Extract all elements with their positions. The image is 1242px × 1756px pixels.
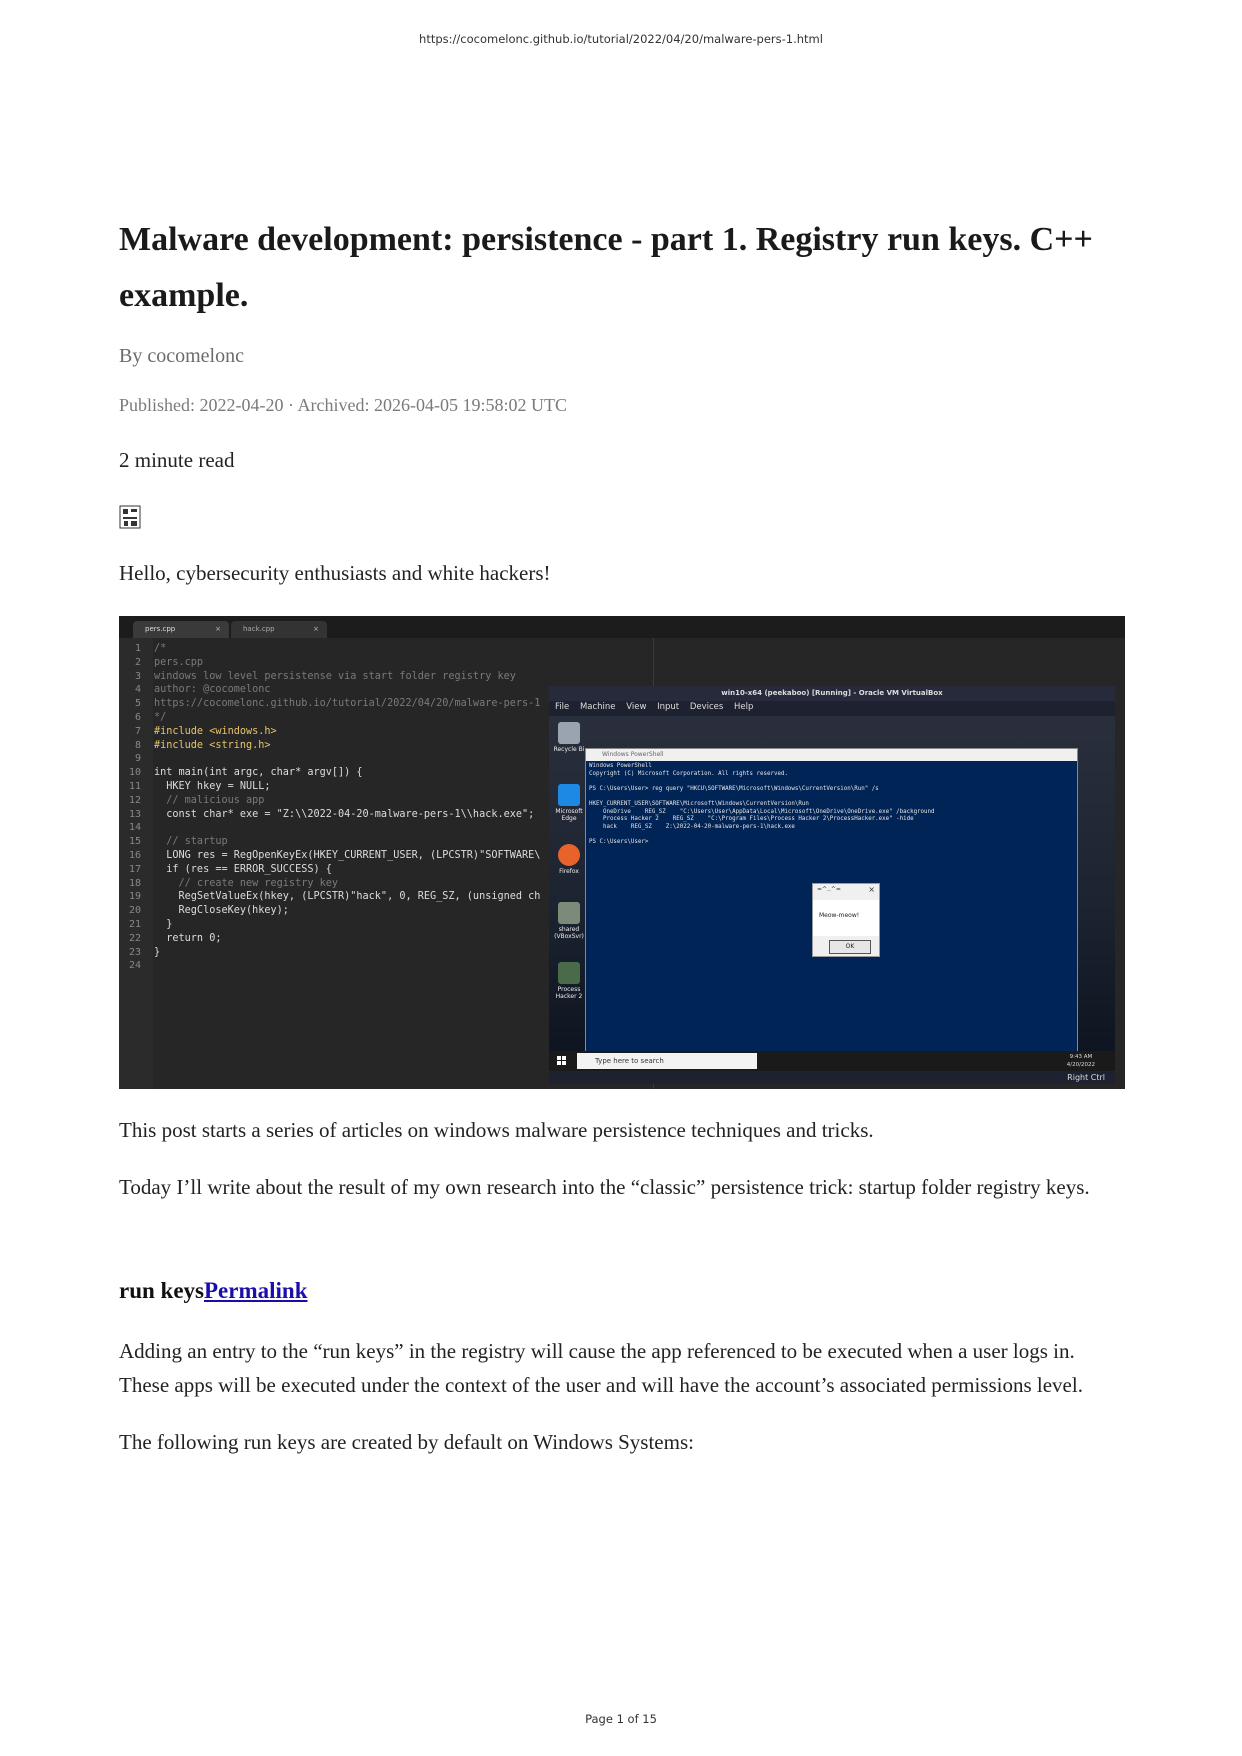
close-icon[interactable]: × [868,885,875,894]
powershell-line: Copyright (C) Microsoft Corporation. All rights reserved. [589,770,788,777]
code-line: int main(int argc, char* argv[]) { [154,767,363,779]
code-line: } [154,919,173,930]
taskbar-clock[interactable] [1067,1053,1095,1069]
message-box [812,883,880,957]
code-line: HKEY hkey = NULL; [154,781,271,792]
ok-button[interactable]: OK [829,940,871,954]
code-line: #include <string.h> [154,739,271,751]
code-line: // startup [154,836,228,848]
powershell-line: Windows PowerShell [589,763,652,769]
desktop-icon-label: shared (VBoxSvr) [554,926,584,940]
process-hacker-icon[interactable] [553,962,585,1000]
desktop-icon-label: Recycle Bi [553,746,585,753]
code-line: return 0; [154,932,222,944]
powershell-title: Windows PowerShell [586,749,1077,761]
powershell-line: OneDrive REG_SZ "C:\Users\User\AppData\Local\Microsoft\OneDrive\OneDrive.exe" /background [589,808,935,815]
line-number: 18 [128,877,141,889]
line-number: 20 [128,905,141,917]
vm-menu-devices[interactable]: Devices [689,702,724,712]
line-number: 19 [128,891,141,903]
vm-menu [555,702,761,712]
desktop-icon-label: Microsoft Edge [555,808,583,822]
close-icon[interactable]: × [313,625,319,633]
vm-menu-help[interactable]: Help [734,702,754,712]
line-number: 14 [128,822,141,834]
page-url: https://cocomelonc.github.io/tutorial/2022/04/20/malware-pers-1.html [419,32,823,46]
line-number: 22 [128,932,141,944]
firefox-icon[interactable] [553,844,585,875]
line-number: 13 [128,808,141,820]
recycle-bin-icon[interactable] [553,722,585,753]
virtualbox-window [549,686,1115,1084]
read-time: 2 minute read [119,448,235,472]
vm-menu-view[interactable]: View [626,702,647,712]
byline: By cocomelonc [119,345,244,367]
editor-tab-label: hack.cpp [243,625,275,633]
powershell-line: PS C:\Users\User> reg query "HKCU\SOFTWARE\Microsoft\Windows\CurrentVersion\Run" /s [589,785,879,792]
code-line: /* [154,643,167,654]
code-line: pers.cpp [154,656,204,668]
code-line: RegCloseKey(hkey); [154,905,289,917]
edge-icon[interactable] [553,784,585,822]
message-box-text: Meow-meow! [819,912,860,919]
vm-taskbar [549,1051,1115,1071]
taskbar-search-input[interactable]: Type here to search [577,1053,757,1069]
line-number: 9 [134,753,141,765]
line-number: 8 [134,739,141,751]
paragraph-2: Today I’ll write about the result of my own research into the “classic” persistence trick: startup folder registry keys. [119,1175,1090,1199]
line-number: 15 [128,836,141,848]
line-number: 23 [128,946,141,958]
editor-tabbar [119,616,1125,638]
section-heading [119,1278,308,1304]
clock-time: 9:43 AM [1069,1054,1093,1060]
code-line: #include <windows.h> [154,725,277,737]
publish-dates: Published: 2022-04-20 · Archived: 2026-04-05 19:58:02 UTC [119,395,567,415]
powershell-window [585,748,1078,1060]
vm-host-key: Right Ctrl [1067,1073,1105,1082]
vm-menu-file[interactable]: File [555,702,570,712]
line-number: 10 [128,767,141,779]
line-number: 11 [128,781,141,792]
code-line: } [154,946,161,958]
line-number: 12 [128,794,141,806]
paragraph-1: This post starts a series of articles on windows malware persistence techniques and tricks. [119,1118,874,1142]
close-icon[interactable]: × [215,625,221,633]
editor-tab-hack[interactable] [231,621,327,638]
code-line: */ [154,712,167,723]
code-line: RegSetValueEx(hkey, (LPCSTR)"hack", 0, REG_SZ, (unsigned ch [154,891,541,903]
code-line: const char* exe = "Z:\\2022-04-20-malware-pers-1\\hack.exe"; [154,808,535,820]
code-line: // malicious app [154,794,265,806]
code-line: windows low level persistense via start folder registry key [154,670,516,682]
small-graphic-icon [119,505,141,529]
article-screenshot [119,616,1125,1089]
line-number: 21 [128,919,141,930]
line-number: 6 [134,712,141,723]
desktop-icon-label: Process Hacker 2 [555,986,583,1000]
line-number: 17 [128,863,141,875]
line-number: 4 [134,684,141,696]
code-line: LONG res = RegOpenKeyEx(HKEY_CURRENT_USER, (LPCSTR)"SOFTWARE\ [154,850,541,861]
vm-menu-machine[interactable]: Machine [579,702,616,712]
code-line: author: @cocomelonc [154,684,271,696]
shared-folder-icon[interactable] [553,902,585,940]
message-box-title: =^..^= [817,886,841,893]
line-number: 5 [134,698,141,710]
paragraph-4: The following run keys are created by default on Windows Systems: [119,1430,694,1454]
permalink-link[interactable]: Permalink [204,1278,308,1303]
line-number: 24 [128,960,141,972]
code-line: https://cocomelonc.github.io/tutorial/2022/04/20/malware-pers-1 [154,698,541,710]
powershell-line: Process Hacker 2 REG_SZ "C:\Program Files\Process Hacker 2\ProcessHacker.exe" -hide [589,816,914,823]
powershell-line: PS C:\Users\User> [589,839,649,845]
section-heading-text: run keys [119,1278,204,1303]
line-number: 7 [134,725,141,737]
clock-date: 4/20/2022 [1066,1062,1095,1068]
article-title: Malware development: persistence - part 1. Registry run keys. C++ example. [119,221,1093,314]
line-number: 3 [134,670,141,682]
page-footer: Page 1 of 15 [585,1712,657,1726]
vm-desktop [549,716,1115,1051]
editor-tab-pers[interactable] [133,621,229,638]
vm-title: win10-x64 (peekaboo) [Running] - Oracle VM VirtualBox [549,686,1115,701]
paragraph-3: Adding an entry to the “run keys” in the registry will cause the app referenced to be executed when a user logs in. These apps will be executed under the context of the user and will have the account’s associated permissions level. [119,1339,1083,1397]
code-line: // create new registry key [154,877,339,889]
vm-menu-input[interactable]: Input [657,702,680,712]
code-line: if (res == ERROR_SUCCESS) { [154,863,332,875]
powershell-line: hack REG_SZ Z:\2022-04-20-malware-pers-1\hack.exe [589,823,795,830]
intro-paragraph: Hello, cybersecurity enthusiasts and white hackers! [119,561,551,585]
desktop-icon-label: Firefox [559,868,579,875]
line-number: 2 [134,656,141,668]
line-number: 16 [128,850,141,861]
line-number: 1 [134,643,141,654]
powershell-line: HKEY_CURRENT_USER\SOFTWARE\Microsoft\Windows\CurrentVersion\Run [589,801,809,807]
editor-tab-label: pers.cpp [145,625,176,633]
windows-start-icon[interactable] [557,1056,567,1066]
